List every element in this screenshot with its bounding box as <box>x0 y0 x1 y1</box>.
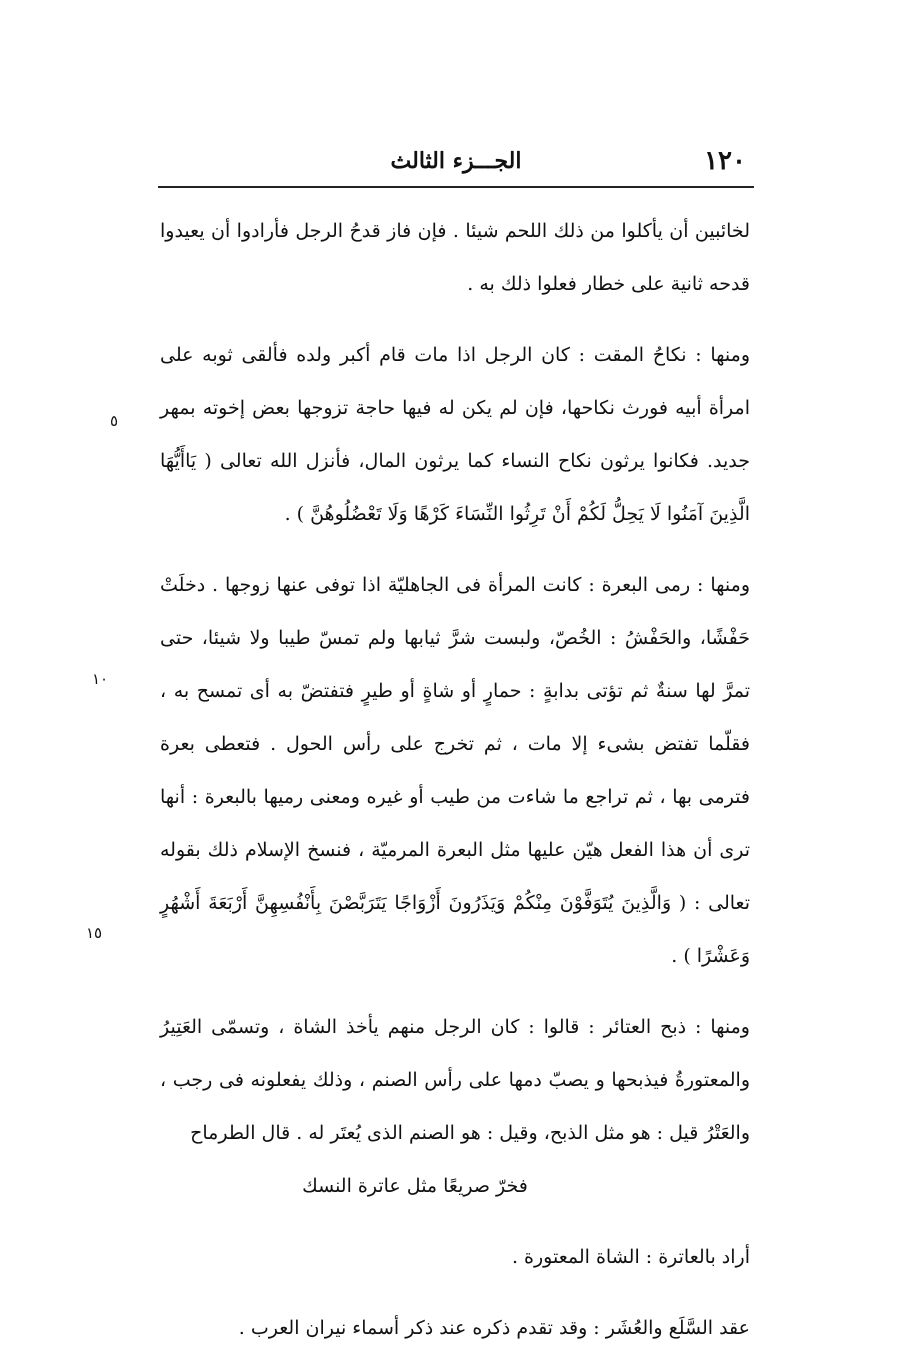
header-rule <box>158 186 754 188</box>
page-number: ١٢٠ <box>704 146 746 176</box>
paragraph-gap <box>160 1284 750 1302</box>
page-header <box>160 140 752 184</box>
paragraph-gap <box>160 311 750 329</box>
paragraph-2: ومنها : نكاحُ المقت : كان الرجل اذا مات قام أكبر ولده فألقى ثوبه على امرأة أبيه فورث نكاحها، فإن لم يكن له فيها حاجة تزوجها بعض إخوته بمهر جديد. فكانوا يرثون نكاح النساء كما يرثون المال، فأنزل الله تعالى ( يَاأَيُّهَا الَّذِينَ آمَنُوا لَا يَحِلُّ لَكُمْ أَنْ تَرِثُوا النِّسَاءَ كَرْهًا وَلَا تَعْضُلُوهُنَّ ) . <box>160 344 750 525</box>
running-title: الجـــزء الثالث <box>390 148 522 174</box>
paragraph-4: ومنها : ذبح العتائر : قالوا : كان الرجل منهم يأخذ الشاة ، وتسمّى العَتِيرُ والمعتورةُ فيذبحها و يصبّ دمها على رأس الصنم ، وذلك يفعلونه فى رجب ، والعَتْرُ قيل : هو مثل الذبح، وقيل : هو الصنم الذى يُعتَر له . قال الطرماح <box>160 1016 750 1144</box>
paragraph-gap <box>160 541 750 559</box>
line-number-5: ٥ <box>110 412 119 430</box>
paragraph-1: لخائبين أن يأكلوا من ذلك اللحم شيئا . فإن فاز قدحُ الرجل فأرادوا أن يعيدوا قدحه ثانية على خطار فعلوا ذلك به . <box>160 220 750 295</box>
paragraph-3: ومنها : رمى البعرة : كانت المرأة فى الجاهليّة اذا توفى عنها زوجها . دخلَتْ حَفْشًا، والحَفْشُ : الخُصّ، ولبست شرَّ ثيابها ولم تمسّ طيبا ولا شيئا، حتى تمرَّ لها سنةٌ ثم تؤتى بدابةٍ : حمارٍ أو شاةٍ أو طيرٍ فتفتضّ به أى تمسح به ، فقلّما تفتض بشىء إلا مات ، ثم تخرج على رأس الحول . فتعطى بعرة فترمى بها ، ثم تراجع ما شاءت من طيب أو غيره ومعنى رميها بالبعرة : أنها ترى أن هذا الفعل هيّن عليها مثل البعرة المرميّة ، فنسخ الإسلام ذلك بقوله تعالى : ( وَالَّذِينَ يُتَوَفَّوْنَ مِنْكُمْ وَيَذَرُونَ أَزْوَاجًا يَتَرَبَّصْنَ بِأَنْفُسِهِنَّ أَرْبَعَةَ أَشْهُرٍ وَعَشْرًا ) . <box>160 574 750 967</box>
body-text <box>160 205 750 1355</box>
margin-line-numbers <box>0 0 160 1365</box>
paragraph-gap <box>160 983 750 1001</box>
line-number-15: ١٥ <box>86 924 103 942</box>
paragraph-6: عقد السَّلَع والعُشَر : وقد تقدم ذكره عند ذكر أسماء نيران العرب . <box>238 1317 750 1339</box>
paragraph-gap <box>160 1213 750 1231</box>
verse-line: فخرّ صريعًا مثل عاترة النسك <box>302 1175 528 1197</box>
line-number-10: ١٠ <box>92 670 109 688</box>
paragraph-5: أراد بالعاترة : الشاة المعتورة . <box>511 1246 750 1268</box>
